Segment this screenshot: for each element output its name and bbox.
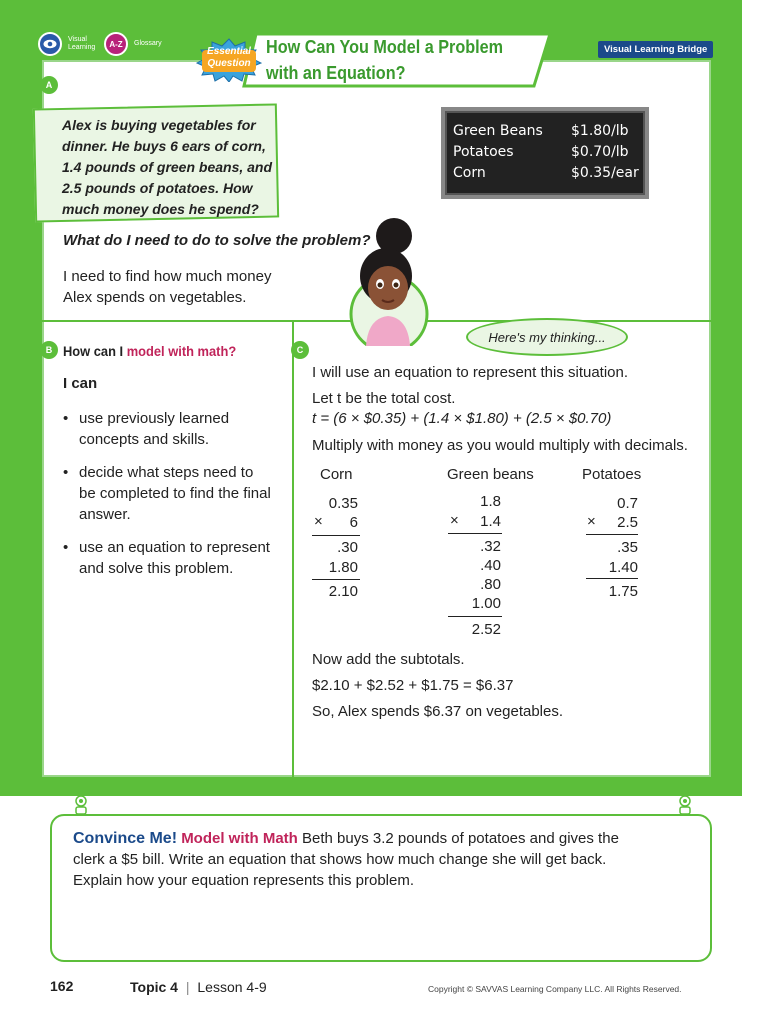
section-c-line-1: I will use an equation to represent this situation. bbox=[312, 364, 629, 381]
section-c-line-4: Now add the subtotals. bbox=[312, 651, 465, 668]
conclusion-text: So, Alex spends $6.37 on vegetables. bbox=[312, 703, 564, 720]
corn-factor-a: 0.35 bbox=[328, 495, 358, 512]
visual-learning-icon[interactable] bbox=[38, 32, 62, 56]
rule-line bbox=[448, 616, 502, 617]
beans-partial-1: .32 bbox=[480, 538, 501, 555]
price-value: $0.35/ear bbox=[571, 165, 639, 181]
beans-total: 2.52 bbox=[471, 621, 501, 638]
student-character-avatar bbox=[344, 216, 430, 346]
potatoes-header: Potatoes bbox=[582, 466, 642, 483]
rule-line bbox=[312, 535, 360, 536]
question-text: What do I need to do to solve the problem? bbox=[63, 232, 371, 249]
title-line-1: How Can You Model a Problem bbox=[266, 37, 504, 57]
beans-factor-a: 1.8 bbox=[480, 493, 501, 510]
heading-accent: model with math? bbox=[126, 343, 237, 359]
equation-text: t = (6 × $0.35) + (1.4 × $1.80) + (2.5 × $0.70) bbox=[312, 410, 612, 427]
convince-me-text bbox=[73, 828, 633, 891]
i-can-list bbox=[63, 408, 273, 591]
price-row bbox=[453, 163, 637, 184]
section-c-line-2: Let t be the total cost. bbox=[312, 390, 456, 407]
price-board bbox=[441, 107, 649, 199]
list-item: • use previously learned concepts and skills. bbox=[63, 408, 273, 450]
rule-line bbox=[448, 533, 502, 534]
price-row bbox=[453, 121, 637, 142]
heading-prefix: How can I bbox=[63, 343, 124, 359]
glossary-label: Glossary bbox=[134, 40, 162, 47]
visual-learning-label: Visual Learning bbox=[68, 36, 96, 51]
list-item: • use an equation to represent and solve this problem. bbox=[63, 537, 273, 579]
beans-partial-4: 1.00 bbox=[471, 595, 501, 612]
glossary-icon[interactable]: A-Z bbox=[104, 32, 128, 56]
corn-partial-1: .30 bbox=[337, 539, 358, 556]
potatoes-times-sign: × bbox=[587, 513, 596, 530]
price-value: $1.80/lb bbox=[571, 123, 629, 139]
potatoes-factor-b: 2.5 bbox=[617, 514, 638, 531]
copyright-text: Copyright © SAVVAS Learning Company LLC. All Rights Reserved. bbox=[428, 984, 682, 994]
robot-icon bbox=[677, 795, 693, 815]
potatoes-partial-2: 1.40 bbox=[608, 559, 638, 576]
sum-equation: $2.10 + $2.52 + $1.75 = $6.37 bbox=[312, 677, 514, 694]
section-a-badge: A bbox=[40, 76, 58, 94]
beans-factor-b: 1.4 bbox=[480, 513, 501, 530]
answer-text: I need to find how much money Alex spends on vegetables. bbox=[63, 268, 272, 306]
price-value: $0.70/lb bbox=[571, 144, 629, 160]
corn-partial-2: 1.80 bbox=[328, 559, 358, 576]
footer-topic bbox=[130, 979, 267, 995]
section-b-heading bbox=[63, 343, 236, 359]
page-number: 162 bbox=[50, 978, 74, 994]
visual-learning-bridge-badge: Visual Learning Bridge bbox=[598, 41, 713, 58]
page-title bbox=[266, 34, 536, 86]
corn-header: Corn bbox=[320, 466, 353, 483]
i-can-label: I can bbox=[63, 375, 98, 392]
convince-me-label: Convince Me! bbox=[73, 830, 178, 847]
rule-line bbox=[312, 579, 360, 580]
essential-question-label: Essential Question bbox=[207, 46, 251, 69]
price-item: Potatoes bbox=[453, 144, 514, 160]
beans-times-sign: × bbox=[450, 512, 459, 529]
corn-factor-b: 6 bbox=[349, 514, 358, 531]
convince-prompt: Beth buys 3.2 pounds of potatoes and gives the clerk a $5 bill. Write an equation that shows how much change she will get back. Explain how your equation represents this problem. bbox=[73, 830, 619, 889]
price-item: Corn bbox=[453, 165, 486, 181]
potatoes-factor-a: 0.7 bbox=[617, 495, 638, 512]
top-toolbar bbox=[38, 32, 164, 56]
section-b-badge: B bbox=[40, 341, 58, 359]
lesson-label: Lesson 4-9 bbox=[197, 979, 267, 995]
title-line-2: with an Equation? bbox=[266, 63, 406, 83]
practice-label: Model with Math bbox=[181, 830, 298, 847]
robot-icon bbox=[73, 795, 89, 815]
speech-bubble: Here's my thinking... bbox=[466, 318, 628, 356]
corn-total: 2.10 bbox=[328, 583, 358, 600]
potatoes-partial-1: .35 bbox=[617, 539, 638, 556]
price-item: Green Beans bbox=[453, 123, 543, 139]
potatoes-total: 1.75 bbox=[608, 583, 638, 600]
section-c-badge: C bbox=[291, 341, 309, 359]
topic-label: Topic 4 bbox=[130, 979, 178, 995]
section-c-line-3: Multiply with money as you would multiply with decimals. bbox=[312, 437, 688, 454]
rule-line bbox=[586, 578, 638, 579]
corn-times-sign: × bbox=[314, 513, 323, 530]
list-item: • decide what steps need to be completed to find the final answer. bbox=[63, 462, 273, 525]
beans-partial-3: .80 bbox=[480, 576, 501, 593]
price-row bbox=[453, 142, 637, 163]
section-divider bbox=[292, 320, 294, 777]
problem-text: Alex is buying vegetables for dinner. He buys 6 ears of corn, 1.4 pounds of green beans, and 2.5 pounds of potatoes. How much money does he spend? bbox=[62, 117, 273, 217]
rule-line bbox=[586, 534, 638, 535]
beans-partial-2: .40 bbox=[480, 557, 501, 574]
beans-header: Green beans bbox=[447, 466, 534, 483]
footer-separator: | bbox=[185, 979, 190, 995]
